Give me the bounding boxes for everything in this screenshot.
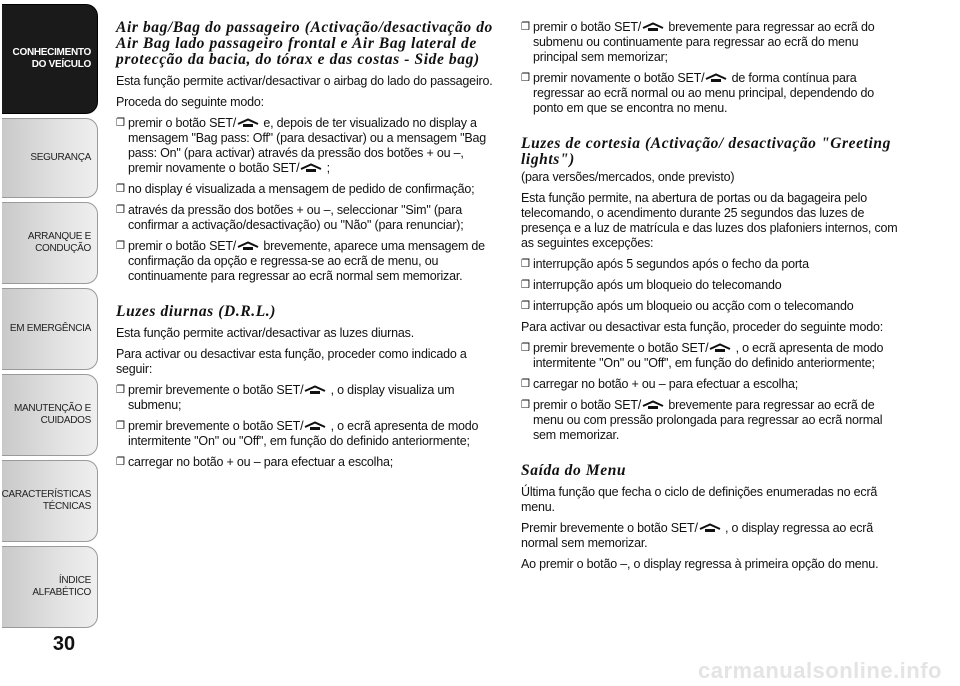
checkbox-bullet-icon: ❐: [521, 342, 530, 354]
paragraph: Para activar ou desactivar esta função, proceder como indicado a seguir:: [116, 347, 467, 376]
text: brevemente para regressar ao ecrã do submenu ou continuamente para regressar ao ecrã do menu principal sem memorizar;: [533, 20, 875, 64]
checkbox-bullet-icon: ❐: [521, 21, 530, 33]
text: premir o botão SET/: [128, 116, 237, 130]
text: Premir brevemente o botão SET/: [521, 521, 698, 535]
tab-label: MANUTENÇÃO E CUIDADOS: [14, 403, 91, 426]
paragraph: Proceda do seguinte modo:: [116, 95, 264, 109]
checkbox-bullet-icon: ❐: [521, 258, 530, 270]
list-item: [116, 116, 496, 176]
text: e, depois de ter visualizado no display a mensagem "Bag pass: Off" (para desactivar) ou a mensagem "Bag pass: On" (para activar) através da pressão dos botões + ou –, premir novamente o botão SET/: [128, 116, 487, 175]
set-button-icon: [642, 22, 664, 32]
text: carregar no botão + ou – para efectuar a escolha;: [533, 377, 799, 391]
text: premir o botão SET/: [128, 239, 237, 253]
text: brevemente, aparece uma mensagem de confirmação da opção e regressa-se ao ecrã de menu, ou continuamente para regressar ao ecrã normal sem memorizar.: [128, 239, 485, 283]
tab-em-emergencia[interactable]: [2, 288, 98, 370]
text: carregar no botão + ou – para efectuar a escolha;: [128, 455, 394, 469]
tab-arranque-e-conducao[interactable]: [2, 202, 98, 284]
tab-seguranca[interactable]: [2, 118, 98, 198]
exception-list: [521, 257, 906, 314]
step-list: [521, 341, 906, 443]
checkbox-bullet-icon: ❐: [521, 378, 530, 390]
text: , o ecrã apresenta de modo intermitente "On" ou "Off", em função do definido anteriormente;: [533, 341, 884, 370]
watermark: carmanualsonline.info: [698, 658, 942, 683]
checkbox-bullet-icon: ❐: [521, 279, 530, 291]
list-item: [116, 419, 496, 449]
list-item: [116, 455, 496, 470]
paragraph: Última função que fecha o ciclo de definições enumeradas no ecrã menu.: [521, 485, 878, 514]
text: através da pressão dos botões + ou –, seleccionar "Sim" (para confirmar a activação/desactivação) ou "Não" (para renunciar);: [128, 203, 464, 232]
paragraph: Ao premir o botão –, o display regressa à primeira opção do menu.: [521, 557, 879, 571]
text: ;: [323, 161, 330, 175]
paragraph: Esta função permite activar/desactivar as luzes diurnas.: [116, 326, 414, 340]
section-heading-greeting-lights: Luzes de cortesia (Activação/ desactivação "Greeting lights"): [521, 135, 891, 168]
set-button-icon: [642, 400, 664, 410]
set-button-icon: [300, 163, 322, 173]
tab-indice-alfabetico[interactable]: [2, 546, 98, 628]
paragraph: [521, 521, 906, 551]
paragraph: Esta função permite activar/desactivar o airbag do lado do passageiro.: [116, 74, 493, 88]
text: no display é visualizada a mensagem de pedido de confirmação;: [128, 182, 475, 196]
text: brevemente para regressar ao ecrã de menu ou com pressão prolongada para regressar ao ecrã normal sem memorizar.: [533, 398, 883, 442]
checkbox-bullet-icon: ❐: [116, 456, 125, 468]
tab-label: ÍNDICE ALFABÉTICO: [32, 575, 91, 598]
list-item: [116, 239, 496, 284]
market-note: (para versões/mercados, onde previsto): [521, 170, 735, 184]
text: interrupção após 5 segundos após o fecho da porta: [533, 257, 809, 271]
list-item: [521, 377, 906, 392]
list-item: [521, 341, 906, 371]
section-heading-airbag: Air bag/Bag do passageiro (Activação/desactivação do Air Bag lado passageiro frontal e Air Bag lateral de protecção da bacia, do tórax e das costas - Side bag): [116, 19, 493, 68]
text: , o display regressa ao ecrã normal sem memorizar.: [521, 521, 873, 550]
list-item: [521, 299, 906, 314]
step-list: [116, 383, 496, 470]
list-item: [521, 398, 906, 443]
left-column: [116, 20, 496, 476]
list-item: [521, 257, 906, 272]
set-button-icon: [237, 118, 259, 128]
list-item: [521, 20, 906, 65]
set-button-icon: [709, 343, 731, 353]
chapter-sidebar: [0, 0, 100, 686]
text: premir brevemente o botão SET/: [128, 383, 304, 397]
right-column: [521, 20, 906, 578]
checkbox-bullet-icon: ❐: [116, 204, 125, 216]
list-item: [116, 182, 496, 197]
text: premir o botão SET/: [533, 398, 642, 412]
tab-label: ARRANQUE E CONDUÇÃO: [27, 231, 91, 254]
checkbox-bullet-icon: ❐: [521, 72, 530, 84]
checkbox-bullet-icon: ❐: [116, 183, 125, 195]
page-number: 30: [52, 633, 76, 655]
checkbox-bullet-icon: ❐: [521, 399, 530, 411]
section-heading-menu-exit: Saída do Menu: [521, 462, 627, 479]
set-button-icon: [699, 523, 721, 533]
checkbox-bullet-icon: ❐: [116, 420, 125, 432]
set-button-icon: [705, 73, 727, 83]
list-item: [521, 71, 906, 116]
text: , o ecrã apresenta de modo intermitente "On" ou "Off", em função do definido anteriormente;: [128, 419, 479, 448]
list-item: [116, 383, 496, 413]
step-list: [521, 20, 906, 116]
tab-conhecimento-do-veiculo[interactable]: [2, 4, 98, 114]
checkbox-bullet-icon: ❐: [116, 384, 125, 396]
tab-label: EM EMERGÊNCIA: [9, 323, 91, 334]
tab-caracteristicas-tecnicas[interactable]: [2, 460, 98, 542]
set-button-icon: [304, 421, 326, 431]
text: , o display visualiza um submenu;: [128, 383, 455, 412]
checkbox-bullet-icon: ❐: [521, 300, 530, 312]
text: premir novamente o botão SET/: [533, 71, 705, 85]
tab-label: CONHECIMENTO DO VEÍCULO: [12, 47, 91, 70]
tab-manutencao-e-cuidados[interactable]: [2, 374, 98, 456]
text: de forma contínua para regressar ao ecrã normal ou ao menu principal, dependendo do ponto em que se encontra no menu.: [533, 71, 875, 115]
tab-label: SEGURANÇA: [30, 152, 91, 163]
tab-label: CARACTERÍSTICAS TÉCNICAS: [1, 489, 91, 512]
list-item: [521, 278, 906, 293]
text: premir o botão SET/: [533, 20, 642, 34]
list-item: [116, 203, 496, 233]
step-list: [116, 116, 496, 284]
paragraph: Para activar ou desactivar esta função, proceder do seguinte modo:: [521, 320, 884, 334]
set-button-icon: [304, 385, 326, 395]
paragraph: Esta função permite, na abertura de portas ou da bagageira pelo telecomando, o acendimento durante 25 segundos das luzes de presença e a luz de matrícula e das luzes dos plafoniers internos, com as seguintes excepções:: [521, 191, 898, 250]
text: interrupção após um bloqueio do telecomando: [533, 278, 782, 292]
checkbox-bullet-icon: ❐: [116, 117, 125, 129]
section-heading-drl: Luzes diurnas (D.R.L.): [116, 303, 277, 320]
checkbox-bullet-icon: ❐: [116, 240, 125, 252]
text: premir brevemente o botão SET/: [533, 341, 709, 355]
set-button-icon: [237, 241, 259, 251]
text: interrupção após um bloqueio ou acção com o telecomando: [533, 299, 854, 313]
text: premir brevemente o botão SET/: [128, 419, 304, 433]
